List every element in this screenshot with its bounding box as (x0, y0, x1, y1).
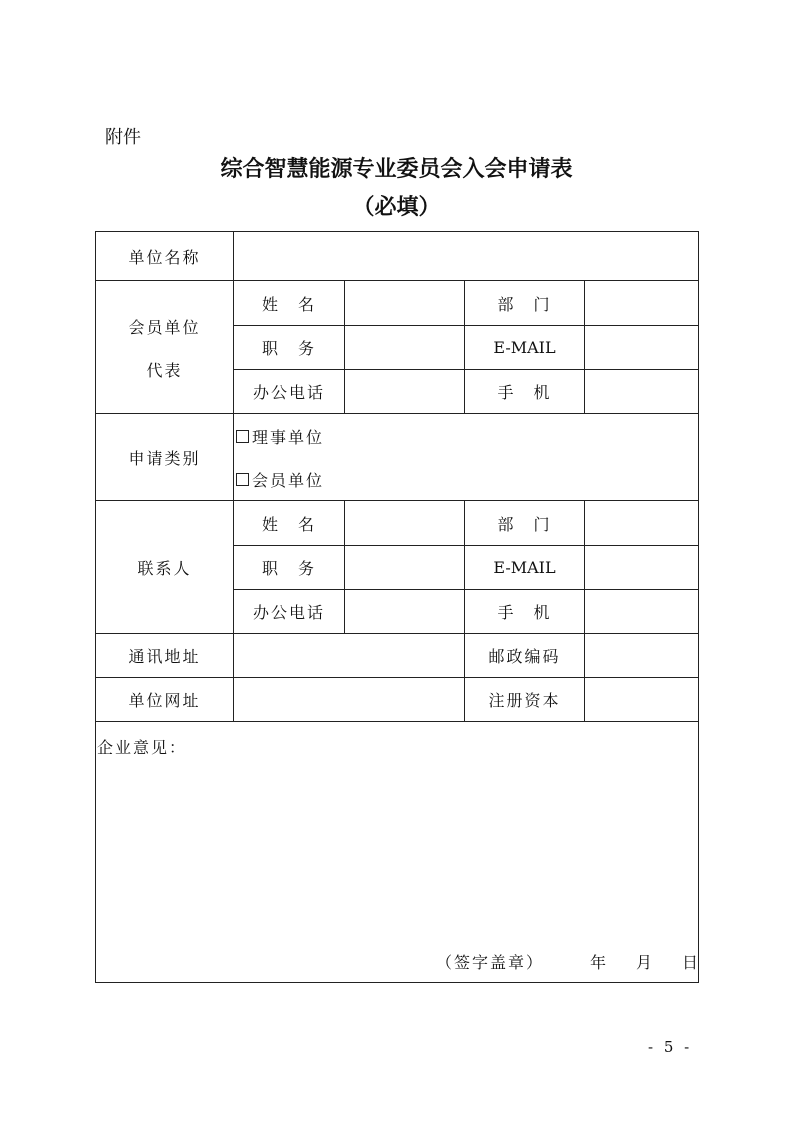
application-option-member-label: 会员单位 (252, 470, 325, 490)
member-rep-label-cell (95, 280, 234, 414)
contact-mobile-input-cell[interactable] (584, 589, 699, 634)
rep-department-label: 部 门 (497, 294, 552, 314)
contact-office-phone-label: 办公电话 (252, 603, 325, 622)
rep-email-input-cell[interactable] (584, 325, 699, 370)
contact-name-label: 姓 名 (261, 514, 316, 534)
opinion-cell[interactable] (95, 721, 699, 983)
rep-name-input-cell[interactable] (344, 280, 465, 326)
unit-name-input-cell[interactable] (233, 231, 699, 281)
page-number: - 5 - (648, 1038, 693, 1056)
rep-position-input-cell[interactable] (344, 325, 465, 370)
contact-label: 联系人 (137, 558, 192, 578)
application-type-label: 申请类别 (128, 448, 201, 468)
website-label: 单位网址 (128, 691, 201, 710)
opinion-label: 企业意见： (97, 737, 188, 757)
unit-name-label: 单位名称 (128, 247, 201, 267)
application-option-council-label: 理事单位 (252, 427, 325, 447)
rep-mobile-input-cell[interactable] (584, 369, 699, 414)
member-rep-label-line1: 会员单位 (128, 317, 201, 337)
form-title: 综合智慧能源专业委员会入会申请表 (220, 156, 573, 182)
application-option-member[interactable] (236, 467, 324, 491)
rep-email-label: E-MAIL (493, 338, 556, 357)
rep-office-phone-input-cell[interactable] (344, 369, 465, 414)
contact-mobile-label: 手 机 (497, 603, 552, 622)
date-year-label: 年 (590, 953, 609, 972)
date-day-label: 日 (682, 953, 701, 972)
contact-position-label: 职 务 (261, 559, 316, 578)
contact-department-label: 部 门 (497, 514, 552, 534)
contact-position-input-cell[interactable] (344, 545, 465, 590)
date-month-label: 月 (636, 953, 655, 972)
rep-position-label: 职 务 (261, 339, 316, 358)
checkbox-icon[interactable] (236, 473, 249, 486)
contact-office-phone-input-cell[interactable] (344, 589, 465, 634)
rep-mobile-label: 手 机 (497, 383, 552, 402)
capital-label: 注册资本 (488, 691, 561, 710)
member-rep-label-line2: 代表 (146, 360, 183, 380)
rep-department-input-cell[interactable] (584, 280, 699, 326)
address-label: 通讯地址 (128, 647, 201, 666)
contact-email-input-cell[interactable] (584, 545, 699, 590)
contact-department-input-cell[interactable] (584, 500, 699, 546)
signature-label: （签字盖章） (436, 953, 545, 972)
attachment-label: 附件 (105, 127, 141, 148)
contact-name-input-cell[interactable] (344, 500, 465, 546)
postcode-input-cell[interactable] (584, 633, 699, 678)
form-subtitle: （必填） (352, 194, 441, 220)
website-input-cell[interactable] (233, 677, 465, 722)
rep-office-phone-label: 办公电话 (252, 383, 325, 402)
application-option-council[interactable] (236, 424, 324, 448)
postcode-label: 邮政编码 (488, 647, 561, 666)
checkbox-icon[interactable] (236, 430, 249, 443)
contact-email-label: E-MAIL (493, 558, 556, 577)
capital-input-cell[interactable] (584, 677, 699, 722)
rep-name-label: 姓 名 (261, 294, 316, 314)
address-input-cell[interactable] (233, 633, 465, 678)
